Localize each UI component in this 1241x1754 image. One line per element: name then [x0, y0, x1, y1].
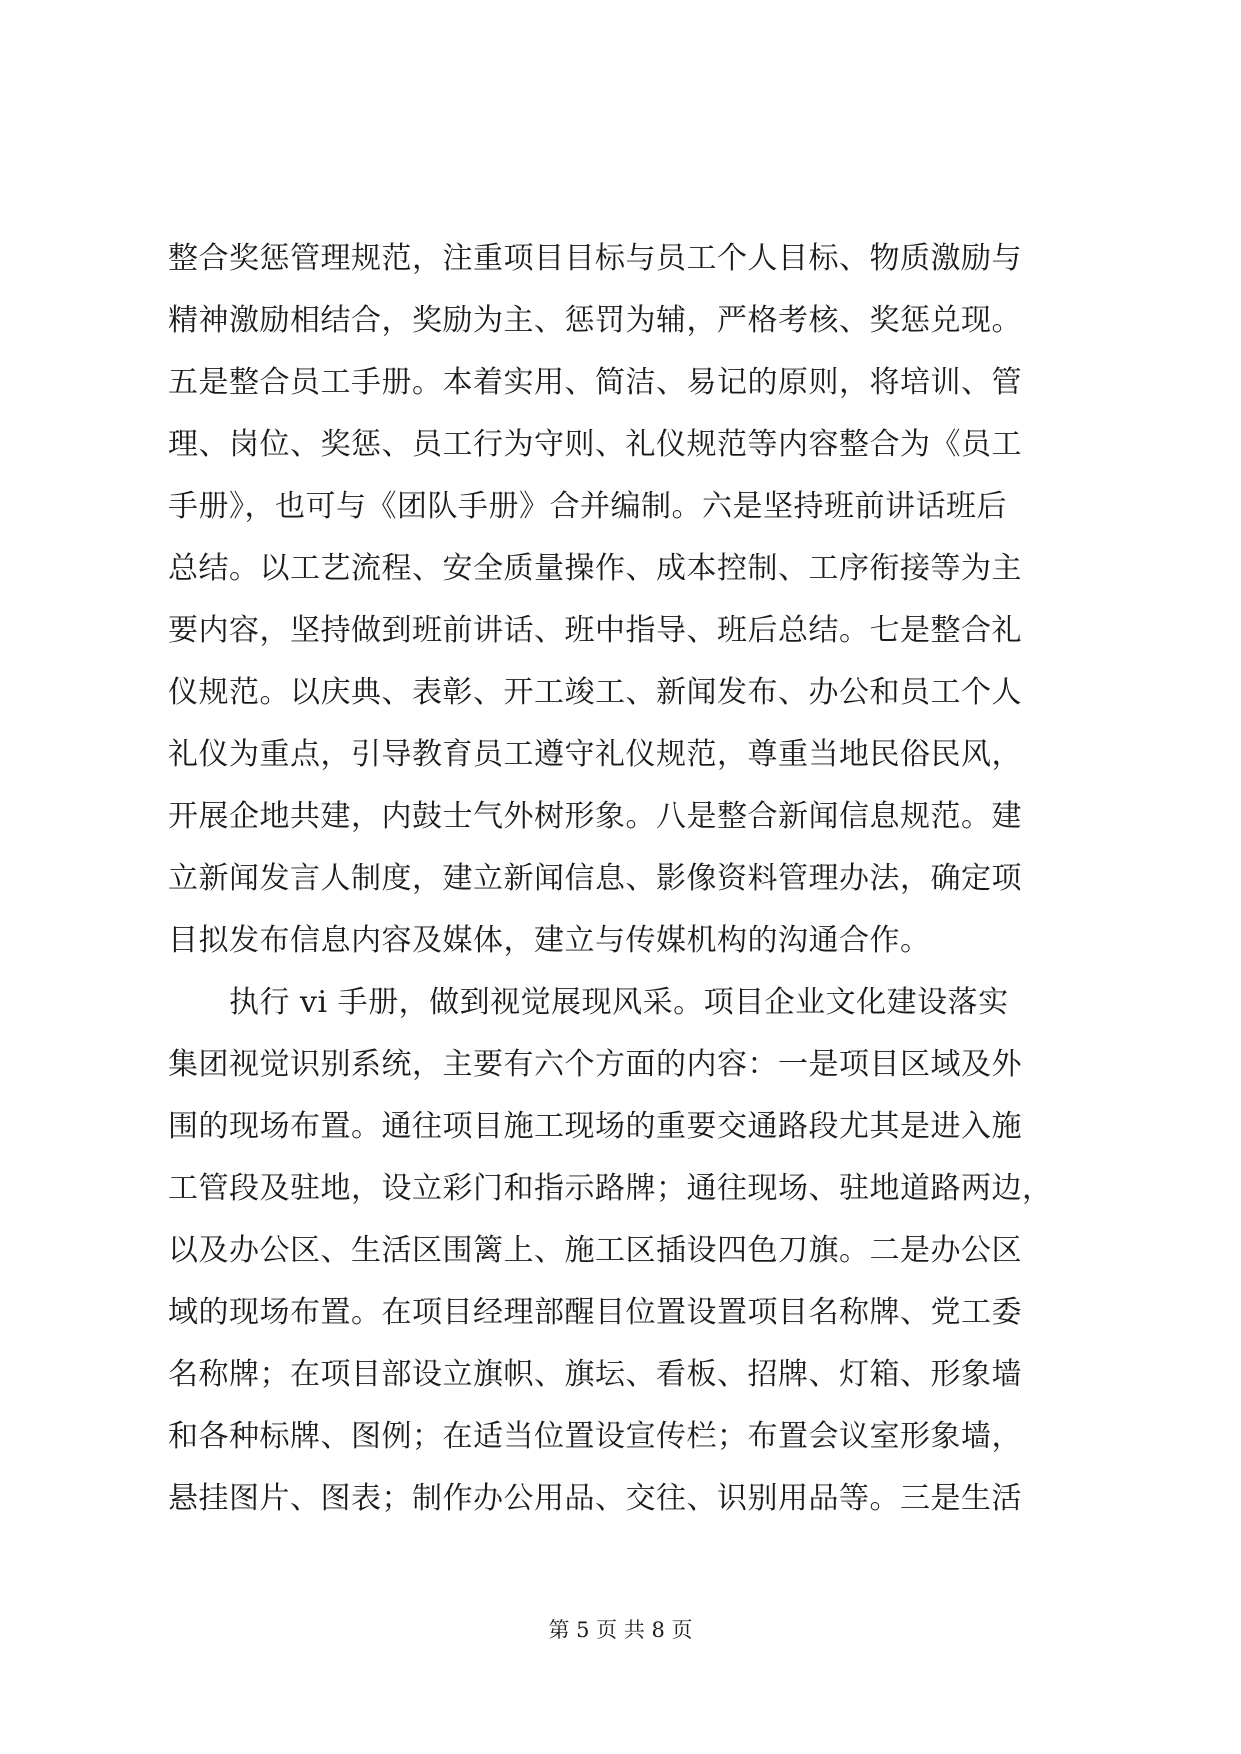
text-line: 目拟发布信息内容及媒体，建立与传媒机构的沟通合作。 [168, 923, 931, 958]
text-line: 仪规范。以庆典、表彰、开工竣工、新闻发布、办公和员工个人 [168, 675, 1022, 710]
text-line: 开展企地共建，内鼓士气外树形象。八是整合新闻信息规范。建 [168, 799, 1022, 834]
text-line: 以及办公区、生活区围篱上、施工区插设四色刀旗。二是办公区 [168, 1233, 1022, 1268]
text-line: 理、岗位、奖惩、员工行为守则、礼仪规范等内容整合为《员工 [168, 427, 1022, 462]
body-text [168, 228, 1088, 1530]
text-line: 要内容，坚持做到班前讲话、班中指导、班后总结。七是整合礼 [168, 613, 1022, 648]
text-line: 和各种标牌、图例；在适当位置设宣传栏；布置会议室形象墙， [168, 1419, 1022, 1454]
text-line: 悬挂图片、图表；制作办公用品、交往、识别用品等。三是生活 [168, 1481, 1022, 1516]
text-line: 工管段及驻地，设立彩门和指示路牌；通往现场、驻地道路两边， [168, 1171, 1053, 1206]
text-line: 礼仪为重点，引导教育员工遵守礼仪规范，尊重当地民俗民风， [168, 737, 1022, 772]
text-line: 总结。以工艺流程、安全质量操作、成本控制、工序衔接等为主 [168, 551, 1022, 586]
text-line: 手册》，也可与《团队手册》合并编制。六是坚持班前讲话班后 [168, 489, 1007, 524]
text-line: 整合奖惩管理规范，注重项目目标与员工个人目标、物质激励与 [168, 241, 1022, 276]
text-line: 名称牌；在项目部设立旗帜、旗坛、看板、招牌、灯箱、形象墙 [168, 1357, 1022, 1392]
text-line: 精神激励相结合，奖励为主、惩罚为辅，严格考核、奖惩兑现。 [168, 303, 1022, 338]
text-line: 立新闻发言人制度，建立新闻信息、影像资料管理办法，确定项 [168, 861, 1022, 896]
text-line: 域的现场布置。在项目经理部醒目位置设置项目名称牌、党工委 [168, 1295, 1022, 1330]
text-line: 围的现场布置。通往项目施工现场的重要交通路段尤其是进入施 [168, 1109, 1022, 1144]
page-footer: 第 5 页 共 8 页 [548, 1618, 693, 1642]
text-line: 五是整合员工手册。本着实用、简洁、易记的原则，将培训、管 [168, 365, 1022, 400]
text-line: 执行 vi 手册，做到视觉展现风采。项目企业文化建设落实 [168, 985, 1009, 1020]
text-line: 集团视觉识别系统，主要有六个方面的内容：一是项目区域及外 [168, 1047, 1022, 1082]
